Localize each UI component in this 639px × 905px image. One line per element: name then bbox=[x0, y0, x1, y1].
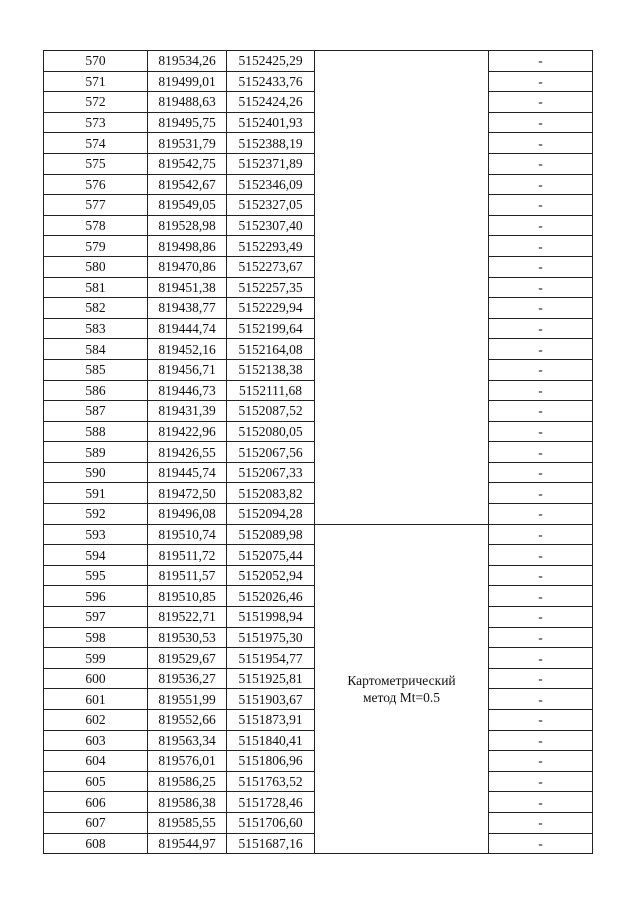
x-coordinate-cell: 819586,38 bbox=[148, 792, 227, 813]
value-cell: - bbox=[489, 504, 593, 525]
value-cell: - bbox=[489, 153, 593, 174]
x-coordinate-cell: 819445,74 bbox=[148, 462, 227, 483]
x-coordinate-cell: 819551,99 bbox=[148, 689, 227, 710]
value-cell: - bbox=[489, 298, 593, 319]
y-coordinate-cell: 5152067,56 bbox=[227, 442, 315, 463]
y-coordinate-cell: 5151687,16 bbox=[227, 833, 315, 854]
y-coordinate-cell: 5152026,46 bbox=[227, 586, 315, 607]
value-cell: - bbox=[489, 648, 593, 669]
x-coordinate-cell: 819528,98 bbox=[148, 215, 227, 236]
x-coordinate-cell: 819549,05 bbox=[148, 195, 227, 216]
coordinates-table bbox=[43, 50, 593, 854]
point-number-cell: 596 bbox=[44, 586, 148, 607]
point-number-cell: 575 bbox=[44, 153, 148, 174]
point-number-cell: 576 bbox=[44, 174, 148, 195]
y-coordinate-cell: 5152083,82 bbox=[227, 483, 315, 504]
value-cell: - bbox=[489, 71, 593, 92]
point-number-cell: 597 bbox=[44, 607, 148, 628]
y-coordinate-cell: 5152067,33 bbox=[227, 462, 315, 483]
point-number-cell: 581 bbox=[44, 277, 148, 298]
y-coordinate-cell: 5151903,67 bbox=[227, 689, 315, 710]
y-coordinate-cell: 5151706,60 bbox=[227, 812, 315, 833]
point-number-cell: 591 bbox=[44, 483, 148, 504]
x-coordinate-cell: 819470,86 bbox=[148, 256, 227, 277]
y-coordinate-cell: 5152307,40 bbox=[227, 215, 315, 236]
point-number-cell: 605 bbox=[44, 771, 148, 792]
x-coordinate-cell: 819536,27 bbox=[148, 668, 227, 689]
y-coordinate-cell: 5151763,52 bbox=[227, 771, 315, 792]
value-cell: - bbox=[489, 730, 593, 751]
point-number-cell: 573 bbox=[44, 112, 148, 133]
point-number-cell: 578 bbox=[44, 215, 148, 236]
y-coordinate-cell: 5152094,28 bbox=[227, 504, 315, 525]
x-coordinate-cell: 819426,55 bbox=[148, 442, 227, 463]
y-coordinate-cell: 5152138,38 bbox=[227, 359, 315, 380]
x-coordinate-cell: 819472,50 bbox=[148, 483, 227, 504]
value-cell: - bbox=[489, 812, 593, 833]
value-cell: - bbox=[489, 751, 593, 772]
x-coordinate-cell: 819510,85 bbox=[148, 586, 227, 607]
y-coordinate-cell: 5152401,93 bbox=[227, 112, 315, 133]
y-coordinate-cell: 5151975,30 bbox=[227, 627, 315, 648]
x-coordinate-cell: 819510,74 bbox=[148, 524, 227, 545]
x-coordinate-cell: 819530,53 bbox=[148, 627, 227, 648]
y-coordinate-cell: 5151873,91 bbox=[227, 710, 315, 731]
point-number-cell: 590 bbox=[44, 462, 148, 483]
value-cell: - bbox=[489, 92, 593, 113]
point-number-cell: 586 bbox=[44, 380, 148, 401]
value-cell: - bbox=[489, 51, 593, 72]
method-name: Картометрический bbox=[347, 672, 456, 688]
y-coordinate-cell: 5152087,52 bbox=[227, 401, 315, 422]
x-coordinate-cell: 819456,71 bbox=[148, 359, 227, 380]
value-cell: - bbox=[489, 401, 593, 422]
y-coordinate-cell: 5152425,29 bbox=[227, 51, 315, 72]
y-coordinate-cell: 5152199,64 bbox=[227, 318, 315, 339]
value-cell: - bbox=[489, 545, 593, 566]
value-cell: - bbox=[489, 380, 593, 401]
y-coordinate-cell: 5152346,09 bbox=[227, 174, 315, 195]
point-number-cell: 572 bbox=[44, 92, 148, 113]
x-coordinate-cell: 819576,01 bbox=[148, 751, 227, 772]
point-number-cell: 582 bbox=[44, 298, 148, 319]
point-number-cell: 583 bbox=[44, 318, 148, 339]
point-number-cell: 603 bbox=[44, 730, 148, 751]
x-coordinate-cell: 819488,63 bbox=[148, 92, 227, 113]
x-coordinate-cell: 819585,55 bbox=[148, 812, 227, 833]
method-cell bbox=[315, 524, 489, 854]
value-cell: - bbox=[489, 421, 593, 442]
value-cell: - bbox=[489, 483, 593, 504]
y-coordinate-cell: 5152229,94 bbox=[227, 298, 315, 319]
value-cell: - bbox=[489, 359, 593, 380]
x-coordinate-cell: 819544,97 bbox=[148, 833, 227, 854]
x-coordinate-cell: 819522,71 bbox=[148, 607, 227, 628]
value-cell: - bbox=[489, 442, 593, 463]
y-coordinate-cell: 5152424,26 bbox=[227, 92, 315, 113]
point-number-cell: 602 bbox=[44, 710, 148, 731]
method-accuracy: метод Mt=0.5 bbox=[362, 689, 441, 705]
value-cell: - bbox=[489, 710, 593, 731]
value-cell: - bbox=[489, 586, 593, 607]
x-coordinate-cell: 819438,77 bbox=[148, 298, 227, 319]
value-cell: - bbox=[489, 195, 593, 216]
point-number-cell: 599 bbox=[44, 648, 148, 669]
x-coordinate-cell: 819431,39 bbox=[148, 401, 227, 422]
x-coordinate-cell: 819542,67 bbox=[148, 174, 227, 195]
table-row bbox=[44, 51, 593, 72]
y-coordinate-cell: 5152293,49 bbox=[227, 236, 315, 257]
x-coordinate-cell: 819498,86 bbox=[148, 236, 227, 257]
y-coordinate-cell: 5152052,94 bbox=[227, 565, 315, 586]
y-coordinate-cell: 5151998,94 bbox=[227, 607, 315, 628]
y-coordinate-cell: 5152327,05 bbox=[227, 195, 315, 216]
y-coordinate-cell: 5152164,08 bbox=[227, 339, 315, 360]
y-coordinate-cell: 5151806,96 bbox=[227, 751, 315, 772]
point-number-cell: 574 bbox=[44, 133, 148, 154]
value-cell: - bbox=[489, 462, 593, 483]
point-number-cell: 608 bbox=[44, 833, 148, 854]
point-number-cell: 588 bbox=[44, 421, 148, 442]
y-coordinate-cell: 5152388,19 bbox=[227, 133, 315, 154]
y-coordinate-cell: 5152111,68 bbox=[227, 380, 315, 401]
table-row bbox=[44, 524, 593, 545]
point-number-cell: 601 bbox=[44, 689, 148, 710]
method-cell-empty bbox=[315, 51, 489, 525]
y-coordinate-cell: 5152257,35 bbox=[227, 277, 315, 298]
x-coordinate-cell: 819452,16 bbox=[148, 339, 227, 360]
value-cell: - bbox=[489, 277, 593, 298]
value-cell: - bbox=[489, 318, 593, 339]
y-coordinate-cell: 5151840,41 bbox=[227, 730, 315, 751]
point-number-cell: 580 bbox=[44, 256, 148, 277]
value-cell: - bbox=[489, 112, 593, 133]
x-coordinate-cell: 819451,38 bbox=[148, 277, 227, 298]
value-cell: - bbox=[489, 689, 593, 710]
point-number-cell: 600 bbox=[44, 668, 148, 689]
x-coordinate-cell: 819422,96 bbox=[148, 421, 227, 442]
point-number-cell: 571 bbox=[44, 71, 148, 92]
value-cell: - bbox=[489, 133, 593, 154]
y-coordinate-cell: 5152273,67 bbox=[227, 256, 315, 277]
value-cell: - bbox=[489, 833, 593, 854]
value-cell: - bbox=[489, 627, 593, 648]
value-cell: - bbox=[489, 668, 593, 689]
y-coordinate-cell: 5152089,98 bbox=[227, 524, 315, 545]
point-number-cell: 594 bbox=[44, 545, 148, 566]
point-number-cell: 589 bbox=[44, 442, 148, 463]
point-number-cell: 585 bbox=[44, 359, 148, 380]
point-number-cell: 593 bbox=[44, 524, 148, 545]
value-cell: - bbox=[489, 771, 593, 792]
point-number-cell: 584 bbox=[44, 339, 148, 360]
point-number-cell: 587 bbox=[44, 401, 148, 422]
point-number-cell: 577 bbox=[44, 195, 148, 216]
value-cell: - bbox=[489, 174, 593, 195]
value-cell: - bbox=[489, 256, 593, 277]
y-coordinate-cell: 5151728,46 bbox=[227, 792, 315, 813]
value-cell: - bbox=[489, 792, 593, 813]
point-number-cell: 595 bbox=[44, 565, 148, 586]
x-coordinate-cell: 819499,01 bbox=[148, 71, 227, 92]
point-number-cell: 570 bbox=[44, 51, 148, 72]
point-number-cell: 579 bbox=[44, 236, 148, 257]
x-coordinate-cell: 819495,75 bbox=[148, 112, 227, 133]
value-cell: - bbox=[489, 215, 593, 236]
x-coordinate-cell: 819531,79 bbox=[148, 133, 227, 154]
value-cell: - bbox=[489, 339, 593, 360]
value-cell: - bbox=[489, 236, 593, 257]
value-cell: - bbox=[489, 607, 593, 628]
y-coordinate-cell: 5152371,89 bbox=[227, 153, 315, 174]
x-coordinate-cell: 819444,74 bbox=[148, 318, 227, 339]
x-coordinate-cell: 819542,75 bbox=[148, 153, 227, 174]
x-coordinate-cell: 819511,57 bbox=[148, 565, 227, 586]
x-coordinate-cell: 819534,26 bbox=[148, 51, 227, 72]
x-coordinate-cell: 819563,34 bbox=[148, 730, 227, 751]
coordinates-table-body bbox=[44, 51, 593, 854]
point-number-cell: 598 bbox=[44, 627, 148, 648]
x-coordinate-cell: 819496,08 bbox=[148, 504, 227, 525]
point-number-cell: 607 bbox=[44, 812, 148, 833]
x-coordinate-cell: 819529,67 bbox=[148, 648, 227, 669]
y-coordinate-cell: 5151925,81 bbox=[227, 668, 315, 689]
y-coordinate-cell: 5152433,76 bbox=[227, 71, 315, 92]
x-coordinate-cell: 819446,73 bbox=[148, 380, 227, 401]
x-coordinate-cell: 819511,72 bbox=[148, 545, 227, 566]
x-coordinate-cell: 819586,25 bbox=[148, 771, 227, 792]
y-coordinate-cell: 5151954,77 bbox=[227, 648, 315, 669]
point-number-cell: 606 bbox=[44, 792, 148, 813]
x-coordinate-cell: 819552,66 bbox=[148, 710, 227, 731]
value-cell: - bbox=[489, 524, 593, 545]
y-coordinate-cell: 5152080,05 bbox=[227, 421, 315, 442]
point-number-cell: 592 bbox=[44, 504, 148, 525]
y-coordinate-cell: 5152075,44 bbox=[227, 545, 315, 566]
value-cell: - bbox=[489, 565, 593, 586]
point-number-cell: 604 bbox=[44, 751, 148, 772]
